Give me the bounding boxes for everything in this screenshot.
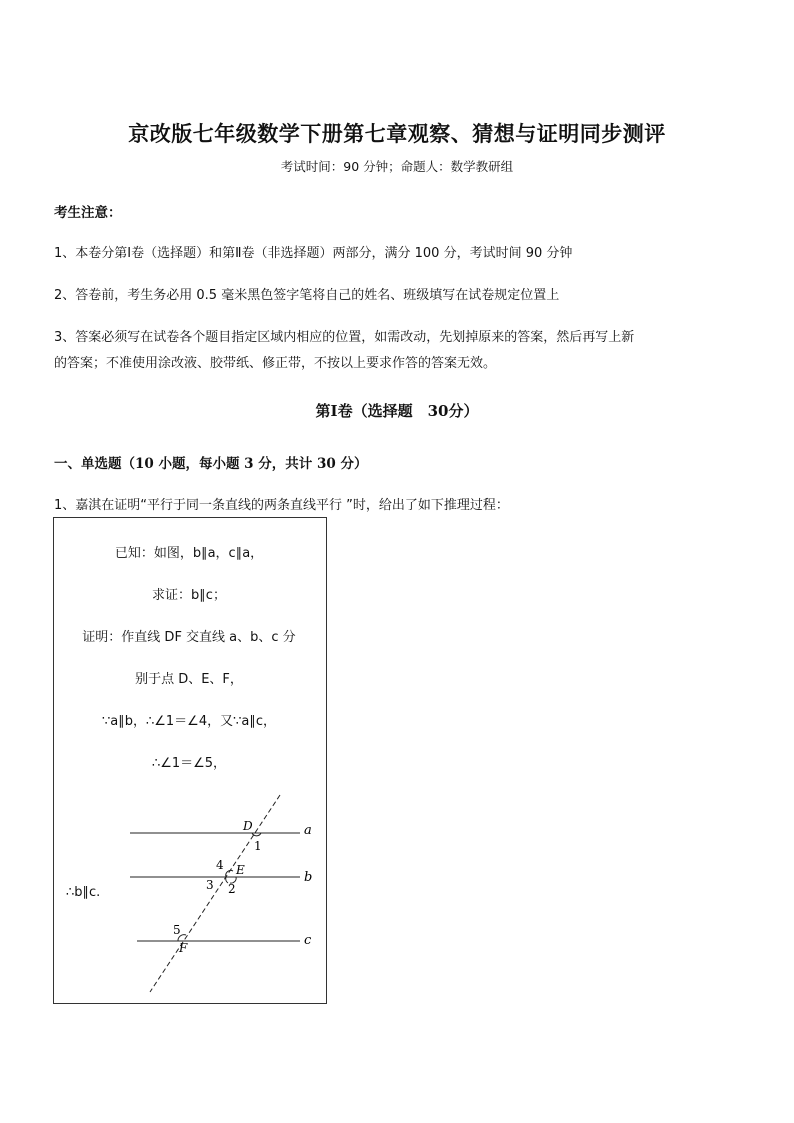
notice-item-3: 3、答案必须写在试卷各个题目指定区域内相应的位置，如需改动，先划掉原来的答案，然后再写上新 bbox=[54, 330, 635, 345]
proof-given: 已知：如图，b∥a，c∥a， bbox=[114, 546, 264, 561]
transversal-df bbox=[150, 795, 280, 992]
angle-label-2: 2 bbox=[228, 882, 236, 896]
line-label-b: b bbox=[304, 870, 313, 885]
angle-label-3: 3 bbox=[206, 878, 214, 892]
part-heading: 一、单选题（10 小题，每小题 3 分，共计 30 分） bbox=[54, 456, 368, 472]
point-label-d: D bbox=[243, 819, 253, 833]
notice-item-2: 2、答卷前，考生务必用 0.5 毫米黑色签字笔将自己的姓名、班级填写在试卷规定位置上 bbox=[54, 288, 560, 303]
proof-conclusion: ∴b∥c. bbox=[66, 885, 101, 900]
proof-step-2: 别于点 D、E、F， bbox=[135, 672, 243, 687]
question-1-stem: 1、嘉淇在证明“平行于同一条直线的两条直线平行 ”时，给出了如下推理过程： bbox=[54, 498, 509, 513]
line-label-c: c bbox=[304, 933, 312, 948]
point-label-e: E bbox=[236, 863, 245, 877]
angle-label-5: 5 bbox=[173, 923, 181, 937]
notice-heading: 考生注意： bbox=[54, 205, 122, 221]
proof-step-1: 证明：作直线 DF 交直线 a、b、c 分 bbox=[82, 630, 296, 645]
proof-step-3: ∵a∥b，∴∠1＝∠4，又∵a∥c， bbox=[102, 714, 276, 729]
page-title: 京改版七年级数学下册第七章观察、猜想与证明同步测评 bbox=[128, 121, 666, 146]
angle-label-4: 4 bbox=[216, 858, 224, 872]
notice-item-1: 1、本卷分第Ⅰ卷（选择题）和第Ⅱ卷（非选择题）两部分，满分 100 分，考试时间 90 分钟 bbox=[54, 246, 573, 261]
exam-info: 考试时间：90 分钟；命题人：数学教研组 bbox=[280, 159, 514, 174]
proof-to-prove: 求证：b∥c； bbox=[152, 588, 226, 603]
section-title: 第Ⅰ卷（选择题 30分） bbox=[315, 402, 479, 420]
line-label-a: a bbox=[304, 823, 312, 838]
proof-step-4: ∴∠1＝∠5， bbox=[151, 756, 227, 771]
point-label-f: F bbox=[179, 941, 188, 955]
angle-label-1: 1 bbox=[254, 839, 262, 853]
notice-item-3-continued: 的答案；不准使用涂改液、胶带纸、修正带，不按以上要求作答的答案无效。 bbox=[54, 356, 497, 371]
